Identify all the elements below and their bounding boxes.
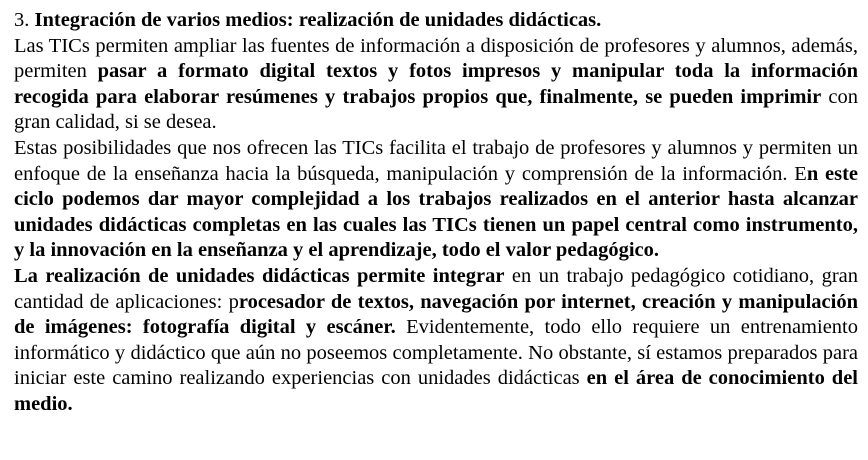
section-heading-lead: I <box>34 9 43 31</box>
run-bold: rocesador de textos, navegación por internet, creación y manipulación de imágenes: fotografía digital y escáner. <box>14 290 858 339</box>
run-bold: en el área de conocimiento del medio. <box>14 367 858 415</box>
run-bold: La realización de unidades didácticas permite integrar <box>14 264 505 287</box>
run-plain: Evidentemente, todo ello requiere un entrenamiento informático y didáctico que aún no poseemos completamente. No obstante, sí estamos preparados para iniciar este camino realizando experiencias con unidades didácticas <box>14 316 858 390</box>
run-plain: en un trabajo pedagógico cotidiano, gran cantidad de aplicaciones: p <box>14 264 858 313</box>
paragraph-1 <box>14 34 858 136</box>
run-bold: n este ciclo podemos dar mayor complejidad a los trabajos realizados en el anterior hasta alcanzar unidades didácticas completas en las cuales las TICs tienen un papel central como instrumento, y la innovación en la enseñanza y el aprendizaje, todo el valor pedagógico. <box>14 162 858 262</box>
run-plain: Estas posibilidades que nos ofrecen las TICs facilita el trabajo de profesores y alumnos y permiten un enfoque de la enseñanza hacia la búsqueda, manipulación y comprensión de la información. E <box>14 136 858 185</box>
paragraph-3 <box>14 264 858 418</box>
paragraph-2 <box>14 136 858 264</box>
run-plain: Las TICs permiten ampliar las fuentes de información a disposición de profesores y alumnos, además, permiten <box>14 34 858 83</box>
section-number: 3. <box>14 9 35 31</box>
section-heading-title: ntegración de varios medios: realización de unidades didácticas. <box>42 9 602 31</box>
run-plain: con gran calidad, si se desea. <box>14 85 858 134</box>
run-bold: pasar a formato digital textos y fotos impresos y manipular toda la información recogida para elaborar resúmenes y trabajos propios que, finalmente, se pueden imprimir <box>14 60 858 108</box>
section-heading <box>14 8 858 34</box>
